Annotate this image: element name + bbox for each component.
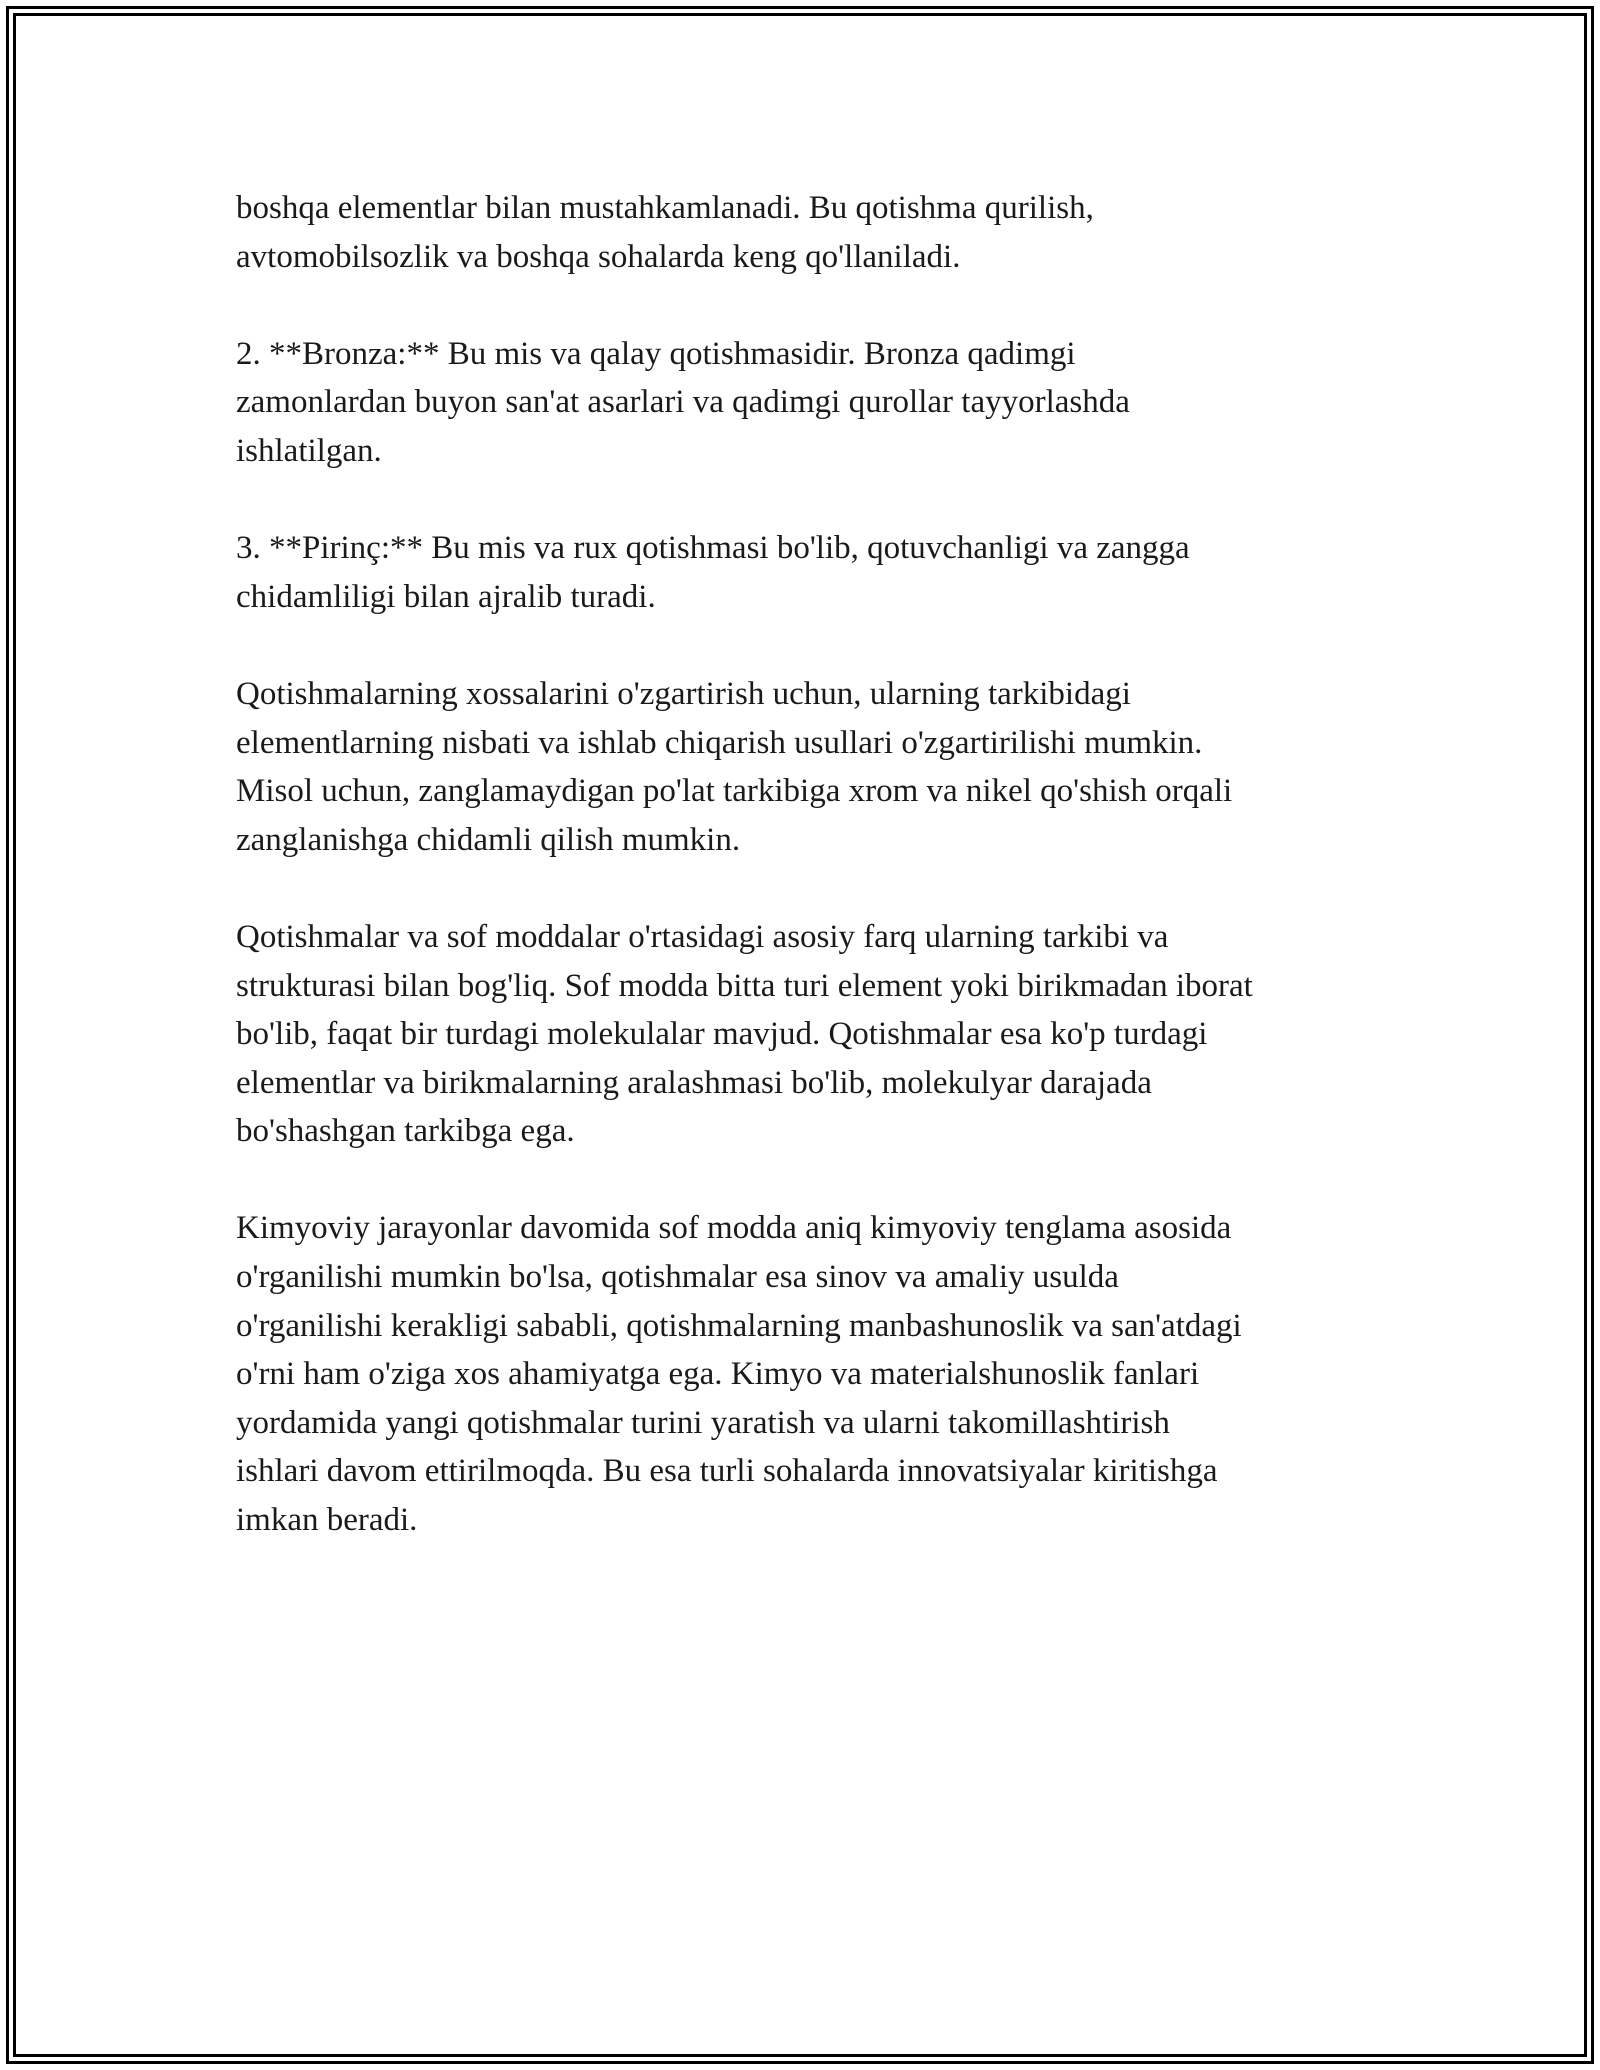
paragraph-alloy-vs-pure: Qotishmalar va sof moddalar o'rtasidagi asosiy farq ularning tarkibi va strukturasi bilan bog'liq. Sof modda bitta turi element yoki birikmadan iborat bo'lib, faqat bir turdagi molekulalar mavjud. Qotishmalar esa ko'p turdagi elementlar va birikmalarning aralashmasi bo'lib, molekulyar darajada bo'shashgan tarkibga ega. (236, 918, 1253, 1150)
paragraph-brass: 3. **Pirinç:** Bu mis va rux qotishmasi bo'lib, qotuvchanligi va zangga chidamliligi bilan ajralib turadi. (236, 530, 1190, 615)
document-body (236, 184, 1386, 1545)
paragraph-steel-continuation: boshqa elementlar bilan mustahkamlanadi. Bu qotishma qurilish, avtomobilsozlik va boshqa sohalarda keng qo'llaniladi. (236, 190, 1094, 275)
paragraph-bronze: 2. **Bronza:** Bu mis va qalay qotishmasidir. Bronza qadimgi zamonlardan buyon san'at asarlari va qadimgi qurollar tayyorlashda ishlatilgan. (236, 335, 1130, 469)
paragraph-chemical-processes: Kimyoviy jarayonlar davomida sof modda aniq kimyoviy tenglama asosida o'rganilishi mumkin bo'lsa, qotishmalar esa sinov va amaliy usulda o'rganilishi kerakligi sababli, qotishmalarning manbashunoslik va san'atdagi o'rni ham o'ziga xos ahamiyatga ega. Kimyo va materialshunoslik fanlari yordamida yangi qotishmalar turini yaratish va ularni takomillashtirish ishlari davom ettirilmoqda. Bu esa turli sohalarda innovatsiyalar kiritishga imkan beradi. (236, 1210, 1242, 1539)
paragraph-alloy-properties: Qotishmalarning xossalarini o'zgartirish uchun, ularning tarkibidagi elementlarning nisbati va ishlab chiqarish usullari o'zgartirilishi mumkin. Misol uchun, zanglamaydigan po'lat tarkibiga xrom va nikel qo'shish orqali zanglanishga chidamli qilish mumkin. (236, 675, 1233, 858)
